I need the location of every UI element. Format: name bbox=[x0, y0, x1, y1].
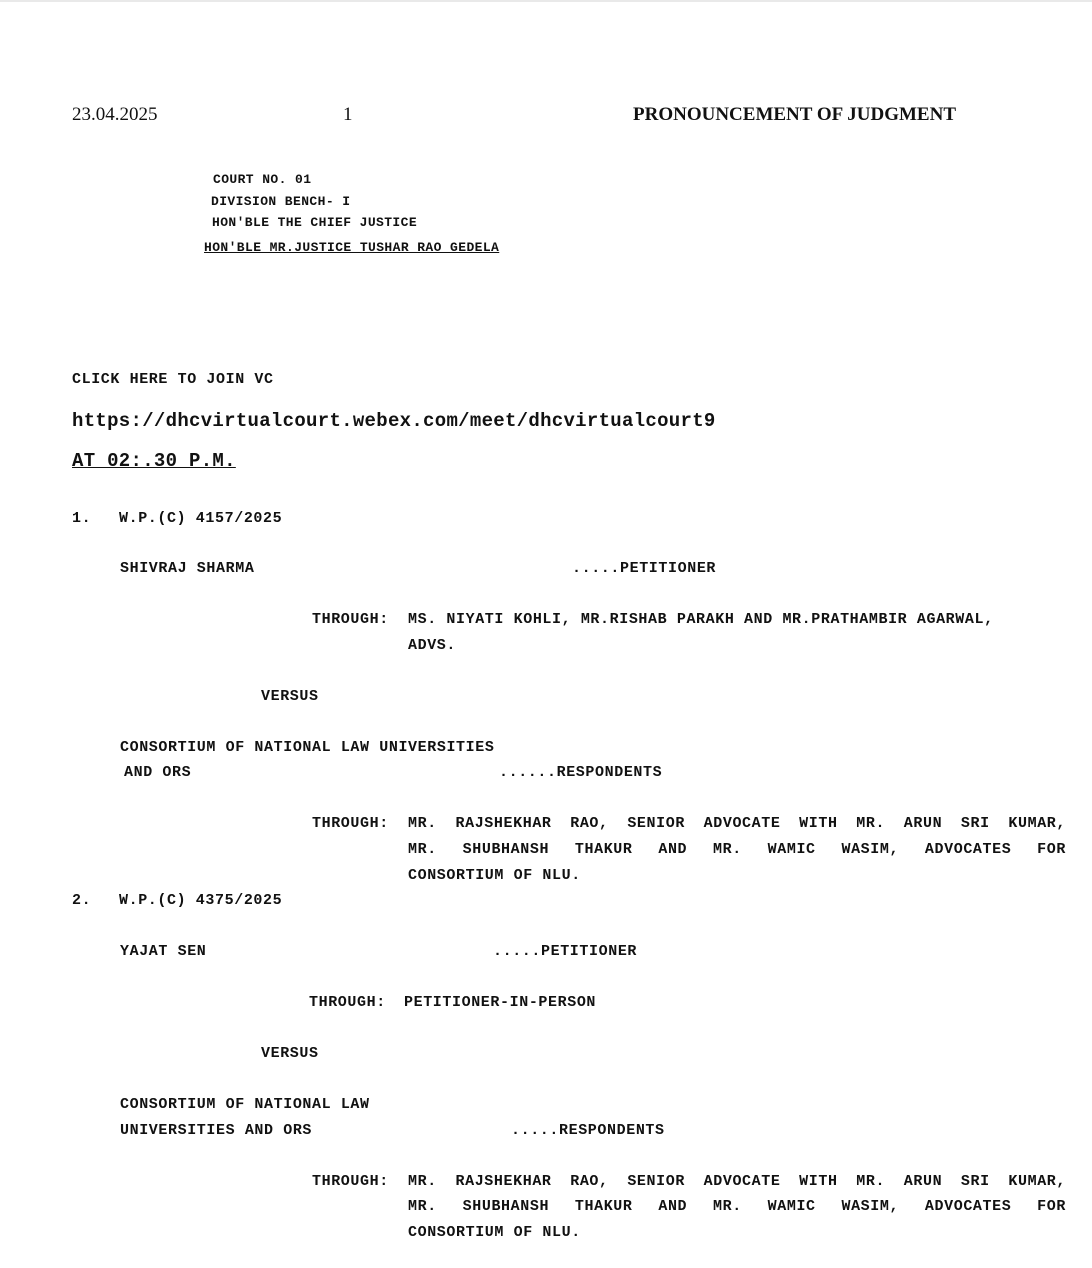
respondent-name-cont: AND ORS bbox=[124, 764, 192, 781]
page-top-edge bbox=[0, 0, 1092, 2]
through-label: THROUGH: bbox=[312, 815, 389, 832]
page-number: 1 bbox=[343, 104, 353, 125]
case-number: W.P.(C) 4375/2025 bbox=[119, 892, 283, 909]
through-label: THROUGH: bbox=[312, 611, 389, 628]
case-serial: 1. bbox=[72, 510, 92, 527]
respondent-name: CONSORTIUM OF NATIONAL LAW UNIVERSITIES bbox=[120, 739, 495, 756]
petitioner-role: .....PETITIONER bbox=[572, 560, 717, 577]
cause-list-date: 23.04.2025 bbox=[72, 104, 158, 125]
petitioner-role: .....PETITIONER bbox=[493, 943, 638, 960]
petitioner-name: YAJAT SEN bbox=[120, 943, 207, 960]
petitioner-name: SHIVRAJ SHARMA bbox=[120, 560, 255, 577]
petitioner-counsel: MS. NIYATI KOHLI, MR.RISHAB PARAKH AND MR.PRATHAMBIR AGARWAL, bbox=[408, 611, 994, 628]
case-number: W.P.(C) 4157/2025 bbox=[119, 510, 283, 527]
case-serial: 2. bbox=[72, 892, 92, 909]
respondent-counsel-cont: MR. SHUBHANSH THAKUR AND MR. WAMIC WASIM, ADVOCATES FOR bbox=[408, 1198, 1066, 1215]
versus-label: VERSUS bbox=[261, 688, 319, 705]
vc-link[interactable]: https://dhcvirtualcourt.webex.com/meet/dhcvirtualcourt9 bbox=[72, 410, 716, 432]
judge-chief-justice: HON'BLE THE CHIEF JUSTICE bbox=[212, 215, 418, 230]
join-vc-label: CLICK HERE TO JOIN VC bbox=[72, 371, 274, 388]
petitioner-counsel: PETITIONER-IN-PERSON bbox=[404, 994, 597, 1011]
court-number: COURT NO. 01 bbox=[213, 172, 312, 187]
bench-name: DIVISION BENCH- I bbox=[211, 194, 351, 209]
respondent-counsel: MR. RAJSHEKHAR RAO, SENIOR ADVOCATE WITH MR. ARUN SRI KUMAR, bbox=[408, 1173, 1066, 1190]
respondent-counsel-cont: CONSORTIUM OF NLU. bbox=[408, 867, 581, 884]
through-label: THROUGH: bbox=[312, 1173, 389, 1190]
through-label: THROUGH: bbox=[309, 994, 386, 1011]
versus-label: VERSUS bbox=[261, 1045, 319, 1062]
petitioner-counsel-cont: ADVS. bbox=[408, 637, 457, 654]
page-title: PRONOUNCEMENT OF JUDGMENT bbox=[633, 104, 956, 125]
respondent-name: CONSORTIUM OF NATIONAL LAW bbox=[120, 1096, 370, 1113]
respondent-counsel-cont: MR. SHUBHANSH THAKUR AND MR. WAMIC WASIM, ADVOCATES FOR bbox=[408, 841, 1066, 858]
judge-second: HON'BLE MR.JUSTICE TUSHAR RAO GEDELA bbox=[204, 240, 500, 255]
respondent-counsel: MR. RAJSHEKHAR RAO, SENIOR ADVOCATE WITH MR. ARUN SRI KUMAR, bbox=[408, 815, 1066, 832]
hearing-time: AT 02:.30 P.M. bbox=[72, 450, 236, 472]
respondent-role: .....RESPONDENTS bbox=[511, 1122, 665, 1139]
respondent-role: ......RESPONDENTS bbox=[499, 764, 663, 781]
respondent-name-cont: UNIVERSITIES AND ORS bbox=[120, 1122, 313, 1139]
respondent-counsel-cont: CONSORTIUM OF NLU. bbox=[408, 1224, 581, 1241]
